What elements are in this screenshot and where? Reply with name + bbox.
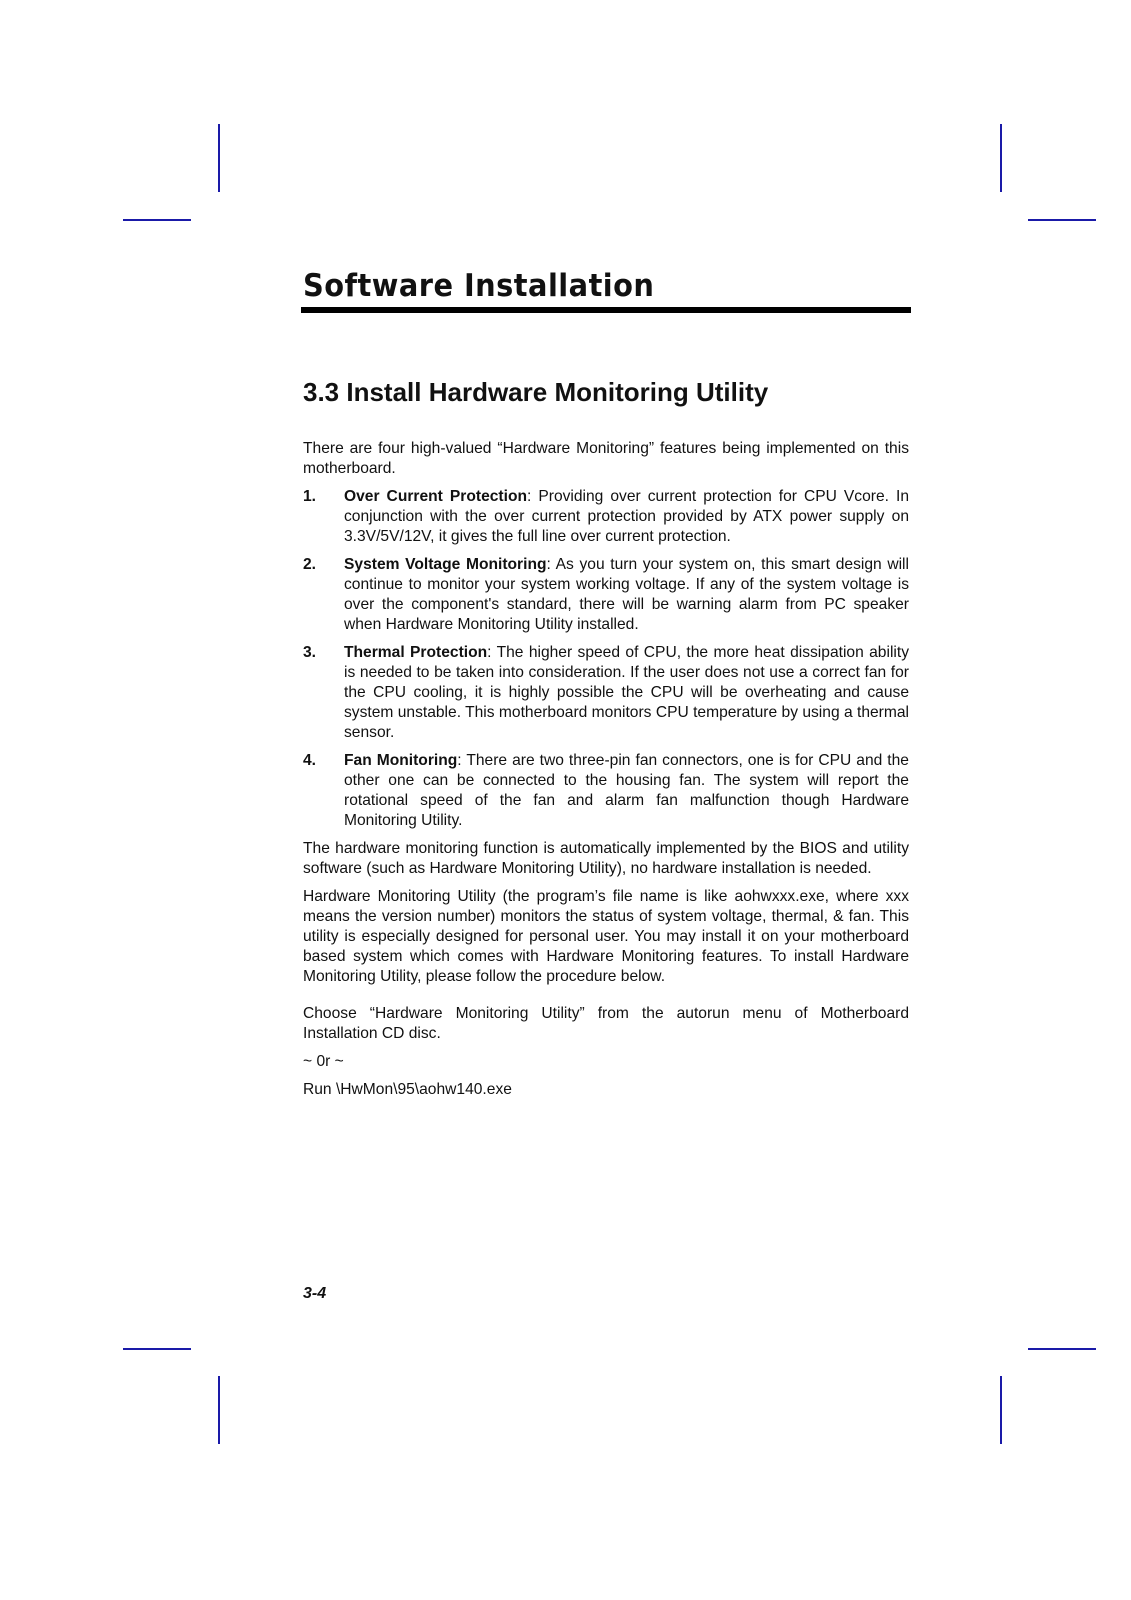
run-instruction: Run \HwMon\95\aohw140.exe [303, 1081, 512, 1099]
intro-paragraph: There are four high-valued “Hardware Monitoring” features being implemented on this motherboard. [303, 440, 909, 478]
page-content [303, 268, 909, 1100]
crop-mark-bottom-right-vertical [1000, 1376, 1002, 1444]
chapter-title: Software Installation [303, 268, 655, 304]
list-item-number: 4. [303, 752, 317, 770]
crop-mark-top-right-vertical [1000, 124, 1002, 192]
section-title: 3.3 Install Hardware Monitoring Utility [303, 377, 769, 408]
list-item-text [344, 643, 909, 743]
list-item [303, 487, 909, 547]
crop-mark-bottom-left-horizontal [123, 1348, 191, 1350]
or-separator: ~ 0r ~ [303, 1053, 344, 1071]
list-item [303, 643, 909, 743]
crop-mark-top-left-vertical [218, 124, 220, 192]
list-item-text [344, 487, 909, 547]
list-item-description: : Providing over current protection for CPU Vcore. In conjunction with the over current protection provided by ATX power supply on 3.3V/5V/12V, it gives the full line over current protection. [344, 488, 909, 546]
list-item-description: : The higher speed of CPU, the more heat dissipation ability is needed to be taken into consideration. If the user does not use a correct fan for the CPU cooling, it is highly possible the CPU will be overheating and cause system unstable. This motherboard monitors CPU temperature by using a thermal sensor. [344, 644, 909, 742]
chapter-rule [301, 307, 911, 313]
list-item-number: 3. [303, 644, 317, 662]
bios-paragraph: The hardware monitoring function is automatically implemented by the BIOS and utility software (such as Hardware Monitoring Utility), no hardware installation is needed. [303, 840, 909, 878]
list-item-text [344, 751, 909, 831]
crop-mark-top-right-horizontal [1028, 219, 1096, 221]
crop-mark-bottom-left-vertical [218, 1376, 220, 1444]
crop-mark-bottom-right-horizontal [1028, 1348, 1096, 1350]
list-item [303, 751, 909, 831]
list-item [303, 555, 909, 635]
list-item-label: Thermal Protection [344, 644, 488, 662]
utility-paragraph: Hardware Monitoring Utility (the program’s file name is like aohwxxx.exe, where xxx means the version number) monitors the status of system voltage, thermal, & fan. This utility is especially designed for personal user. You may install it on your motherboard based system which comes with Hardware Monitoring features. To install Hardware Monitoring Utility, please follow the procedure below. [303, 888, 909, 986]
list-item-text [344, 555, 909, 635]
list-item-description: : There are two three-pin fan connectors, one is for CPU and the other one can be connected to the housing fan. The system will report the rotational speed of the fan and alarm fan malfunction though Hardware Monitoring Utility. [344, 752, 909, 830]
choose-instruction: Choose “Hardware Monitoring Utility” from the autorun menu of Motherboard Installation CD disc. [303, 1005, 909, 1043]
list-item-number: 1. [303, 488, 317, 506]
list-item-label: System Voltage Monitoring [344, 556, 547, 574]
crop-mark-top-left-horizontal [123, 219, 191, 221]
page-number: 3-4 [303, 1285, 327, 1302]
feature-list [303, 487, 909, 831]
list-item-description: : As you turn your system on, this smart design will continue to monitor your system working voltage. If any of the system voltage is over the component's standard, there will be warning alarm from PC speaker when Hardware Monitoring Utility installed. [344, 556, 909, 634]
list-item-number: 2. [303, 556, 317, 574]
list-item-label: Over Current Protection [344, 488, 527, 506]
list-item-label: Fan Monitoring [344, 752, 458, 770]
